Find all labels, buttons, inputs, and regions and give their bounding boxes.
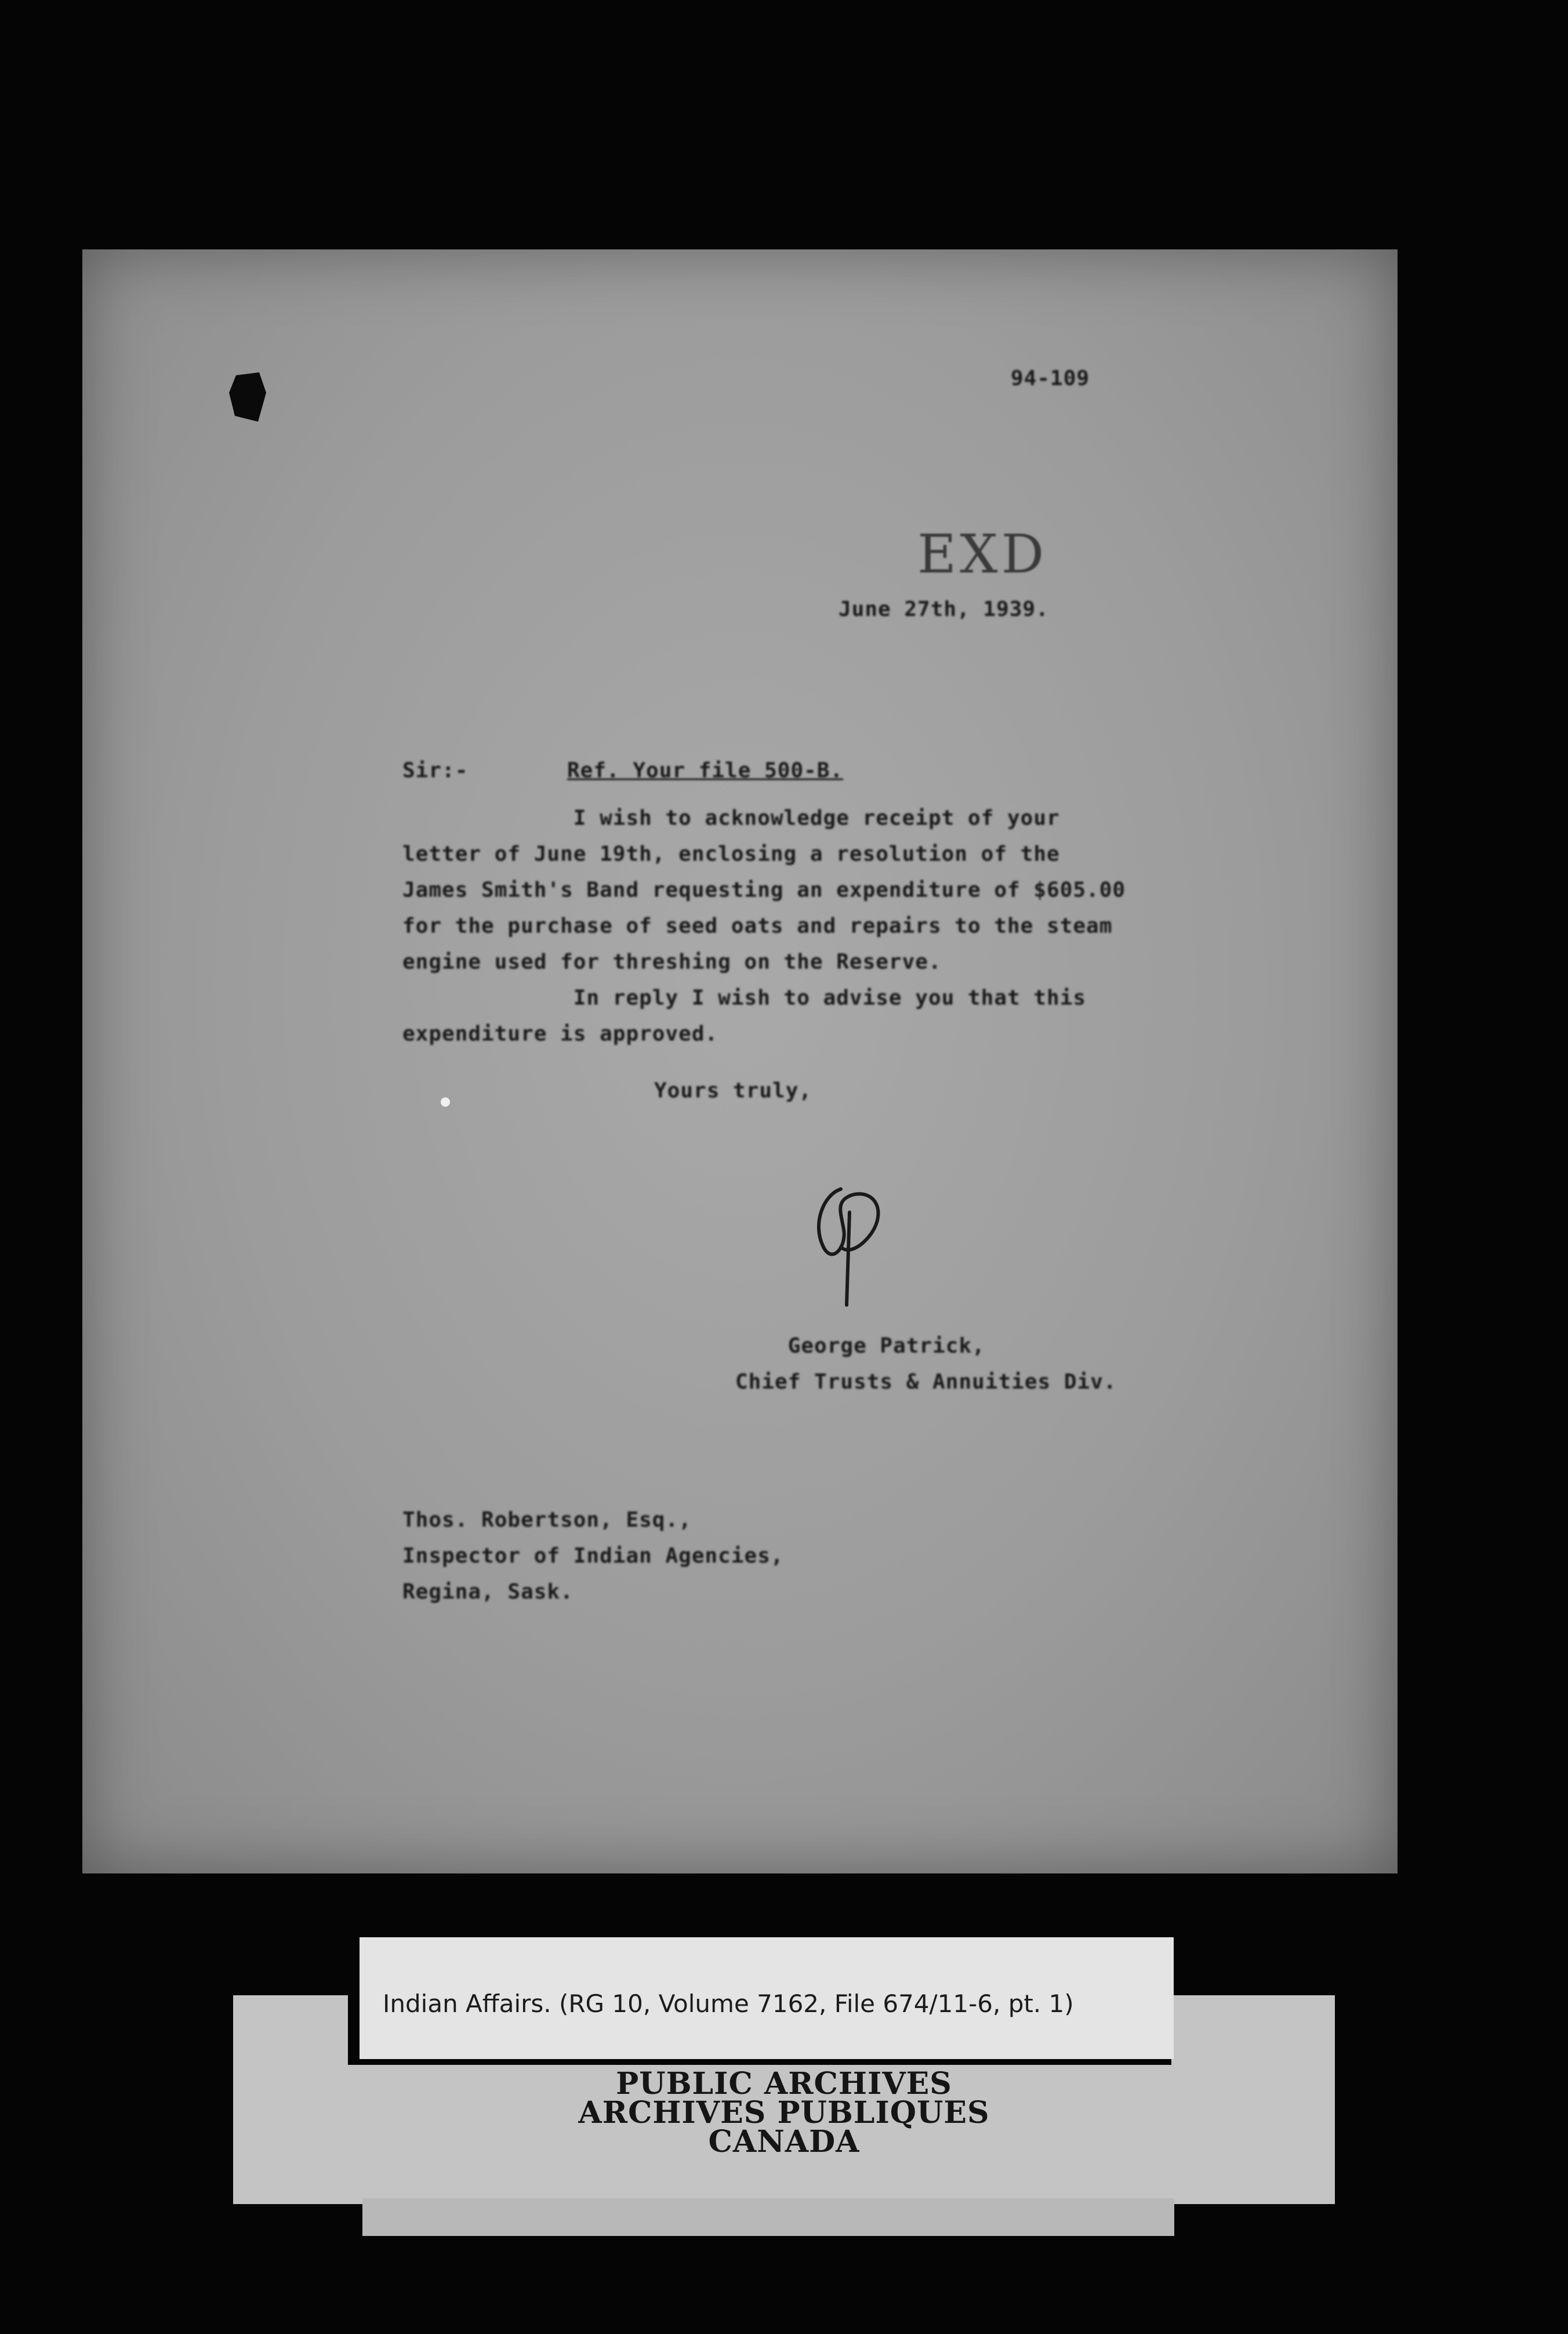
letter-sheet [82, 249, 1398, 1873]
handwritten-signature [800, 1177, 905, 1311]
speck [441, 1097, 450, 1107]
closing: Yours truly, [654, 1079, 812, 1103]
salutation: Sir:- [402, 759, 469, 782]
reference-line: Ref. Your file 500-B. [567, 759, 844, 782]
file-number: 94-109 [1011, 367, 1090, 390]
archive-country: CANADA [708, 2124, 860, 2159]
archive-name-fr: ARCHIVES PUBLIQUES [578, 2095, 990, 2130]
addressee-block: Thos. Robertson, Esq., Inspector of Indian Agencies, Regina, Sask. [402, 1508, 784, 1604]
signer-block: George Patrick, Chief Trusts & Annuities Div. [735, 1334, 1117, 1394]
archive-name-en: PUBLIC ARCHIVES [616, 2066, 952, 2101]
label-strip [362, 2198, 1174, 2236]
archive-citation: Indian Affairs. (RG 10, Volume 7162, File 674/11-6, pt. 1) [383, 1989, 1074, 2018]
punch-hole-mark [224, 369, 271, 427]
exd-stamp: EXD [917, 523, 1048, 585]
letter-date: June 27th, 1939. [839, 597, 1049, 621]
body-paragraph-1: I wish to acknowledge receipt of your letter of June 19th, enclosing a resolution of the James Smith's Band requesting an expenditure of $605.00 for the purchase of seed oats and repairs to the steam engine used for threshing on the Reserve. [402, 806, 1126, 974]
body-paragraph-2: In reply I wish to advise you that this expenditure is approved. [402, 986, 1087, 1046]
